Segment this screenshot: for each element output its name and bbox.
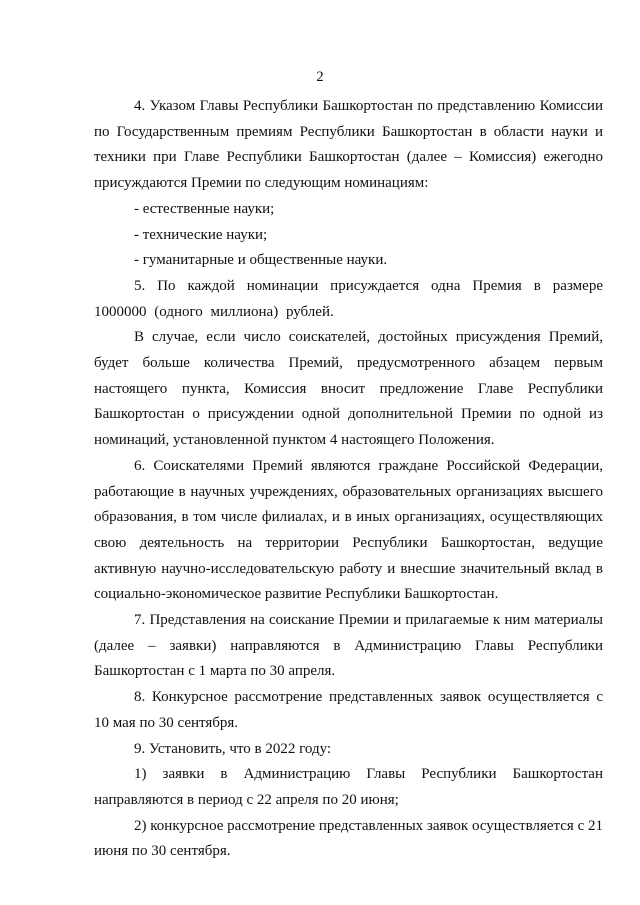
paragraph-item-9: 9. Установить, что в 2022 году:: [134, 740, 332, 757]
page-number: 2: [316, 69, 324, 85]
paragraph-item-4: 4. Указом Главы Республики Башкортостан по представлению Комиссии по Государственным премиям Республики Башкортостан в области науки и техники при Главе Республики Башкортостан (далее – Комиссия) ежегодно присуждаются Премии по следующим номинациям:: [94, 98, 603, 192]
paragraph-item-9-subitem-2: 2) конкурсное рассмотрение представленных заявок осуществляется с 21 июня по 30 сентября.: [94, 817, 603, 860]
paragraph-item-7: 7. Представления на соискание Премии и прилагаемые к ним материалы (далее – заявки) направляются в Администрацию Главы Республики Башкортостан с 1 марта по 30 апреля.: [94, 612, 603, 680]
nomination-humanities: - гуманитарные и общественные науки.: [134, 252, 388, 269]
document-body: [94, 94, 603, 865]
paragraph-item-5: 5. По каждой номинации присуждается одна Премия в размере 1000000 (одного миллиона) рублей.: [94, 277, 603, 320]
paragraph-item-5-additional: В случае, если число соискателей, достойных присуждения Премий, будет больше количества Премий, предусмотренного абзацем первым настоящего пункта, Комиссия вносит предложение Главе Республики Башкортостан о присуждении одной дополнительной Премии по одной из номинаций, установленной пунктом 4 настоящего Положения.: [94, 329, 603, 449]
paragraph-item-8: 8. Конкурсное рассмотрение представленных заявок осуществляется с 10 мая по 30 сентября.: [94, 689, 603, 731]
nomination-technical-sciences: - технические науки;: [134, 226, 268, 243]
paragraph-item-6: 6. Соискателями Премий являются граждане Российской Федерации, работающие в научных учреждениях, образовательных организациях высшего образования, в том числе филиалах, и в иных организациях, осуществляющих свою деятельность на территории Республики Башкортостан, ведущие активную научно-исследовательскую работу и внесшие значительный вклад в социально-экономическое развитие Республики Башкортостан.: [94, 457, 603, 603]
paragraph-item-9-subitem-1: 1) заявки в Администрацию Главы Республики Башкортостан направляются в период с 22 апреля по 20 июня;: [94, 766, 603, 808]
nomination-natural-sciences: - естественные науки;: [134, 200, 275, 217]
